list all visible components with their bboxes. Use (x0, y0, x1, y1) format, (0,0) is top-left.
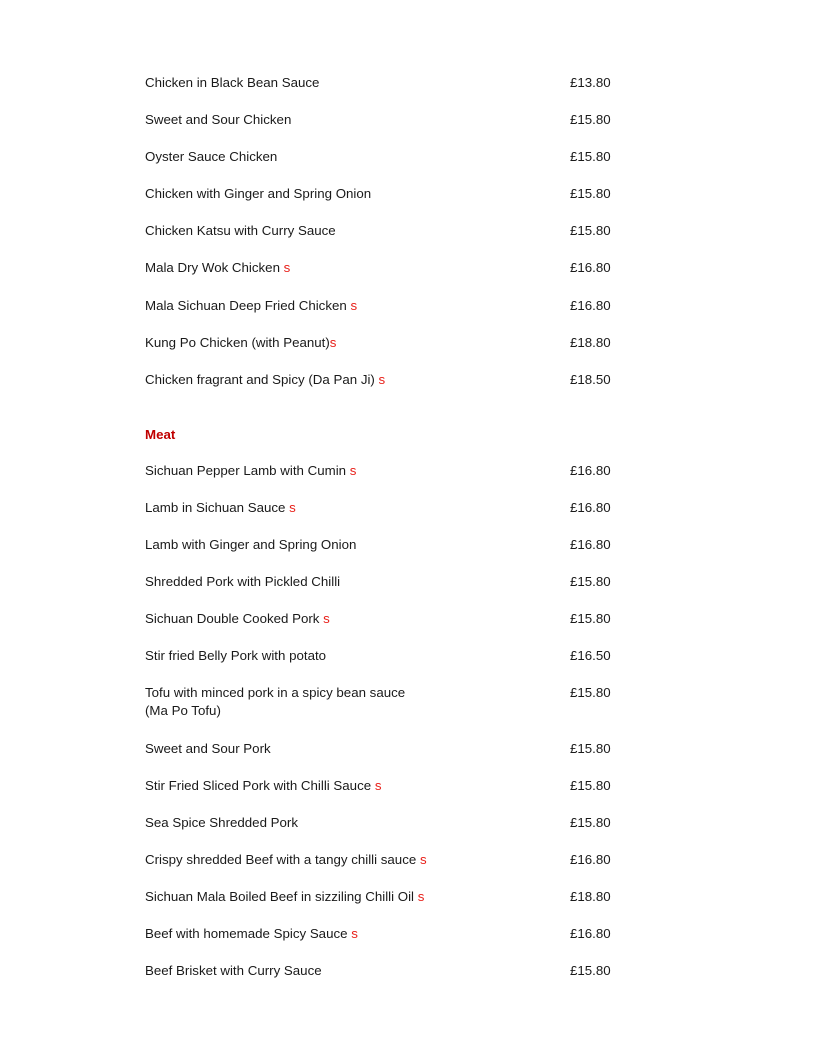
menu-item (145, 499, 625, 536)
item-price: £15.80 (570, 685, 611, 701)
menu-item (145, 684, 625, 740)
menu-item (145, 740, 625, 777)
item-name: Sweet and Sour Pork (145, 740, 271, 756)
spicy-marker: s (419, 852, 427, 868)
menu-item (145, 610, 625, 647)
item-price: £15.80 (570, 112, 611, 128)
item-price: £16.80 (570, 499, 611, 515)
item-price: £16.50 (570, 648, 611, 664)
spicy-marker: s (283, 260, 291, 276)
item-price: £13.80 (570, 75, 611, 90)
item-name: Lamb with Ginger and Spring Onion (145, 537, 357, 553)
spicy-marker: s (289, 499, 296, 515)
menu-item (145, 148, 625, 185)
menu-item (145, 777, 625, 814)
menu-item (145, 185, 625, 222)
menu-item (145, 925, 625, 962)
spicy-marker: s (323, 611, 330, 627)
item-price: £15.80 (570, 778, 611, 793)
item-name: Lamb in Sichuan Sauce s (145, 499, 296, 515)
item-price: £16.80 (570, 297, 611, 313)
menu-item (145, 851, 625, 888)
item-price: £15.80 (570, 223, 611, 239)
item-name: Chicken fragrant and Spicy (Da Pan Ji) s (145, 371, 386, 387)
item-name: Stir Fried Sliced Pork with Chilli Sauce s (145, 778, 382, 793)
menu-item (145, 74, 625, 111)
item-price: £18.80 (570, 889, 611, 905)
item-name: Mala Sichuan Deep Fried Chicken s (145, 297, 358, 313)
menu-item (145, 297, 625, 334)
item-name: Kung Po Chicken (with Peanut)s (145, 334, 337, 350)
item-name: Beef with homemade Spicy Sauce s (145, 926, 358, 942)
item-name: Chicken in Black Bean Sauce (145, 75, 320, 90)
item-name: Shredded Pork with Pickled Chilli (145, 574, 341, 590)
item-name: Sweet and Sour Chicken (145, 112, 292, 128)
item-name: Sichuan Mala Boiled Beef in sizziling Chilli Oil s (145, 889, 425, 905)
item-price: £15.80 (570, 574, 611, 590)
item-name: Sea Spice Shredded Pork (145, 815, 299, 831)
menu-item (145, 334, 625, 371)
item-price: £18.50 (570, 371, 611, 387)
item-name: Crispy shredded Beef with a tangy chilli sauce s (145, 852, 427, 868)
meat-list (145, 462, 625, 1000)
menu-item (145, 371, 625, 408)
item-name: Oyster Sauce Chicken (145, 149, 278, 165)
spicy-marker: s (351, 926, 358, 942)
spicy-marker: s (374, 778, 382, 793)
item-price: £16.80 (570, 926, 611, 942)
menu-item (145, 962, 625, 999)
spicy-marker: s (329, 334, 337, 350)
item-price: £15.80 (570, 963, 611, 979)
menu-item (145, 536, 625, 573)
menu-item (145, 814, 625, 851)
spicy-marker: s (378, 371, 386, 387)
item-price: £16.80 (570, 462, 611, 478)
item-price: £16.80 (570, 537, 611, 553)
menu-item (145, 573, 625, 610)
spicy-marker: s (349, 462, 357, 478)
section-spacer (145, 408, 625, 426)
chicken-list (145, 74, 625, 408)
item-price: £15.80 (570, 186, 611, 202)
menu-item (145, 462, 625, 499)
item-name: Tofu with minced pork in a spicy bean sauce (Ma Po Tofu) (145, 685, 406, 719)
item-price: £15.80 (570, 740, 611, 756)
menu-item (145, 259, 625, 296)
item-name: Beef Brisket with Curry Sauce (145, 963, 322, 979)
menu-item (145, 647, 625, 684)
menu-item (145, 111, 625, 148)
item-price: £18.80 (570, 334, 611, 350)
menu-page (145, 74, 625, 1000)
item-name: Sichuan Pepper Lamb with Cumin s (145, 462, 357, 478)
section-heading-meat: Meat (145, 426, 176, 442)
item-name: Mala Dry Wok Chicken s (145, 260, 291, 276)
menu-item (145, 222, 625, 259)
item-price: £16.80 (570, 852, 611, 868)
menu-item (145, 888, 625, 925)
spicy-marker: s (417, 889, 425, 905)
item-name: Sichuan Double Cooked Pork s (145, 611, 330, 627)
item-price: £15.80 (570, 815, 611, 831)
item-name: Chicken with Ginger and Spring Onion (145, 186, 372, 202)
item-price: £15.80 (570, 611, 611, 627)
item-name: Chicken Katsu with Curry Sauce (145, 223, 336, 239)
item-price: £15.80 (570, 149, 611, 165)
item-price: £16.80 (570, 260, 611, 276)
item-name: Stir fried Belly Pork with potato (145, 648, 327, 664)
spicy-marker: s (350, 297, 358, 313)
